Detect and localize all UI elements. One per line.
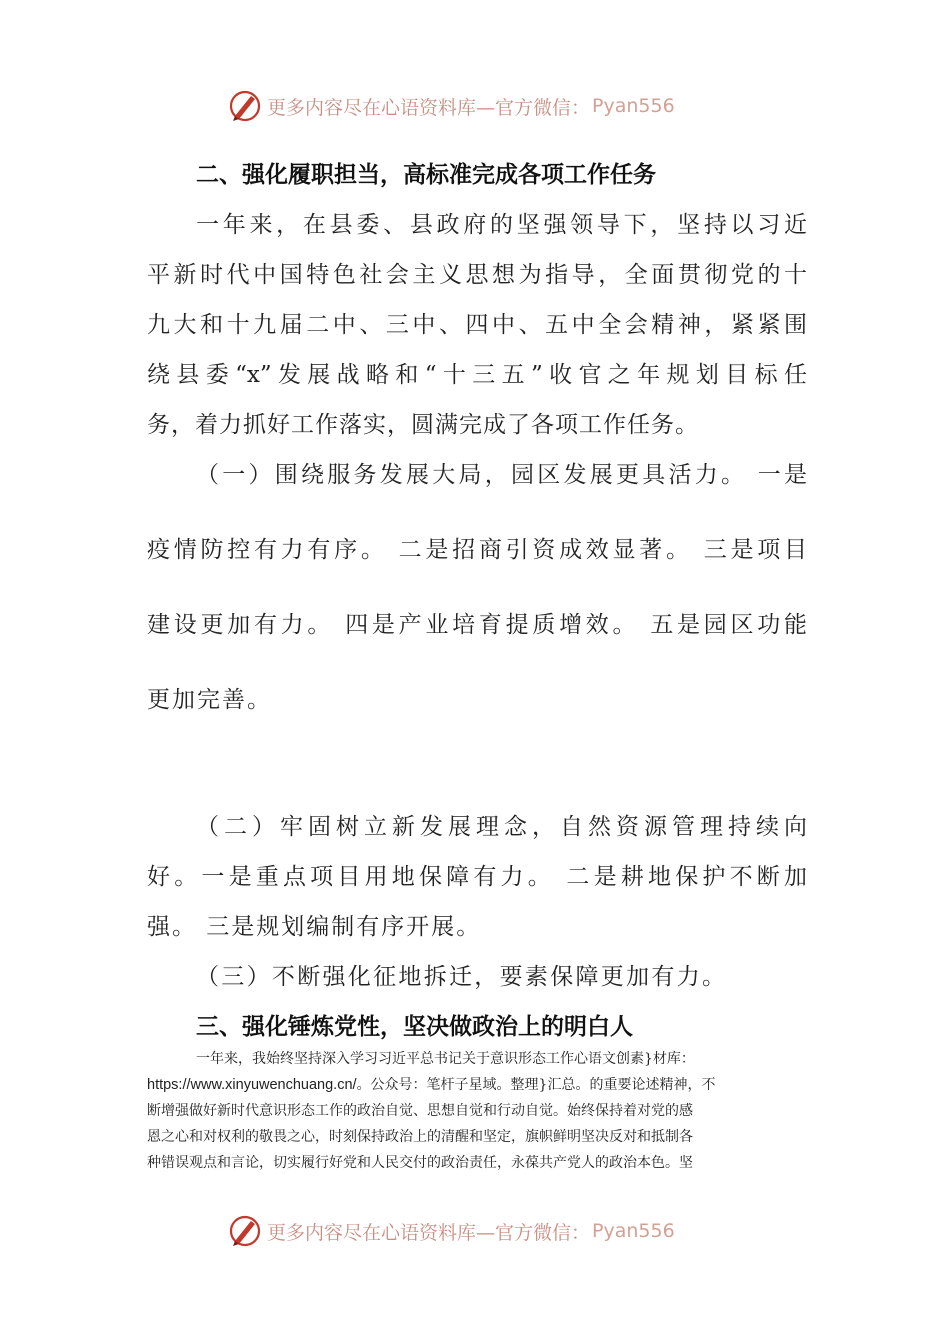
banner-text: 更多内容尽在心语资料库—官方微信：	[267, 1221, 591, 1244]
subsection1-line: 疫情防控有力有序。 二是招商引资成效显著。 三是项目	[147, 537, 807, 563]
subsection1-line: 建设更加有力。 四是产业培育提质增效。 五是园区功能	[147, 612, 807, 638]
subsection2-line: 强。 三是规划编制有序开展。	[147, 914, 482, 940]
banner-text: 更多内容尽在心语资料库—官方微信：	[267, 96, 591, 119]
source-url-link[interactable]: https://www.xinyuwenchuang.cn/	[147, 1077, 357, 1093]
section3-text-line	[147, 1074, 807, 1094]
section2-para-line: 绕县委“x”发展战略和“十三五”收官之年规划目标任	[147, 362, 807, 388]
section2-para-line: 务，着力抓好工作落实，圆满完成了各项工作任务。	[147, 412, 699, 438]
banner-wechat-id: Pyan556	[592, 1220, 675, 1242]
section2-para-line: 九大和十九届二中、三中、四中、五中全会精神，紧紧围	[147, 312, 807, 338]
section3-text-line2: 。公众号：笔杆子星域。整理}汇总。的重要论述精神，不	[356, 1077, 716, 1093]
section2-heading: 二、强化履职担当，高标准完成各项工作任务	[196, 162, 656, 188]
section2-para-line: 一年来，在县委、县政府的坚强领导下，坚持以习近	[196, 212, 807, 238]
subsection2-line: 好。一是重点项目用地保障有力。 二是耕地保护不断加	[147, 864, 807, 890]
footer-banner	[227, 1211, 675, 1251]
subsection1-line: （一）围绕服务发展大局，园区发展更具活力。 一是	[196, 462, 807, 488]
section3-heading: 三、强化锤炼党性，坚决做政治上的明白人	[196, 1014, 633, 1040]
section3-text-line: 一年来，我始终坚持深入学习习近平总书记关于意识形态工作心语文创素}材库：	[196, 1051, 695, 1067]
subsection2-line: （二）牢固树立新发展理念，自然资源管理持续向	[196, 814, 807, 840]
banner-wechat-id: Pyan556	[592, 95, 675, 117]
section3-text-line: 种错误观点和言论，切实履行好党和人民交付的政治责任，永葆共产党人的政治本色。坚	[147, 1155, 693, 1171]
section2-para-line: 平新时代中国特色社会主义思想为指导，全面贯彻党的十	[147, 262, 807, 288]
header-banner	[227, 86, 675, 126]
pen-circle-logo-icon	[227, 1213, 263, 1249]
subsection3-line: （三）不断强化征地拆迁，要素保障更加有力。	[196, 964, 728, 990]
section3-text-line: 恩之心和对权利的敬畏之心，时刻保持政治上的清醒和坚定，旗帜鲜明坚决反对和抵制各	[147, 1129, 693, 1145]
section3-text-line: 断增强做好新时代意识形态工作的政治自觉、思想自觉和行动自觉。始终保持着对党的感	[147, 1103, 693, 1119]
subsection1-line: 更加完善。	[147, 687, 272, 713]
pen-circle-logo-icon	[227, 88, 263, 124]
